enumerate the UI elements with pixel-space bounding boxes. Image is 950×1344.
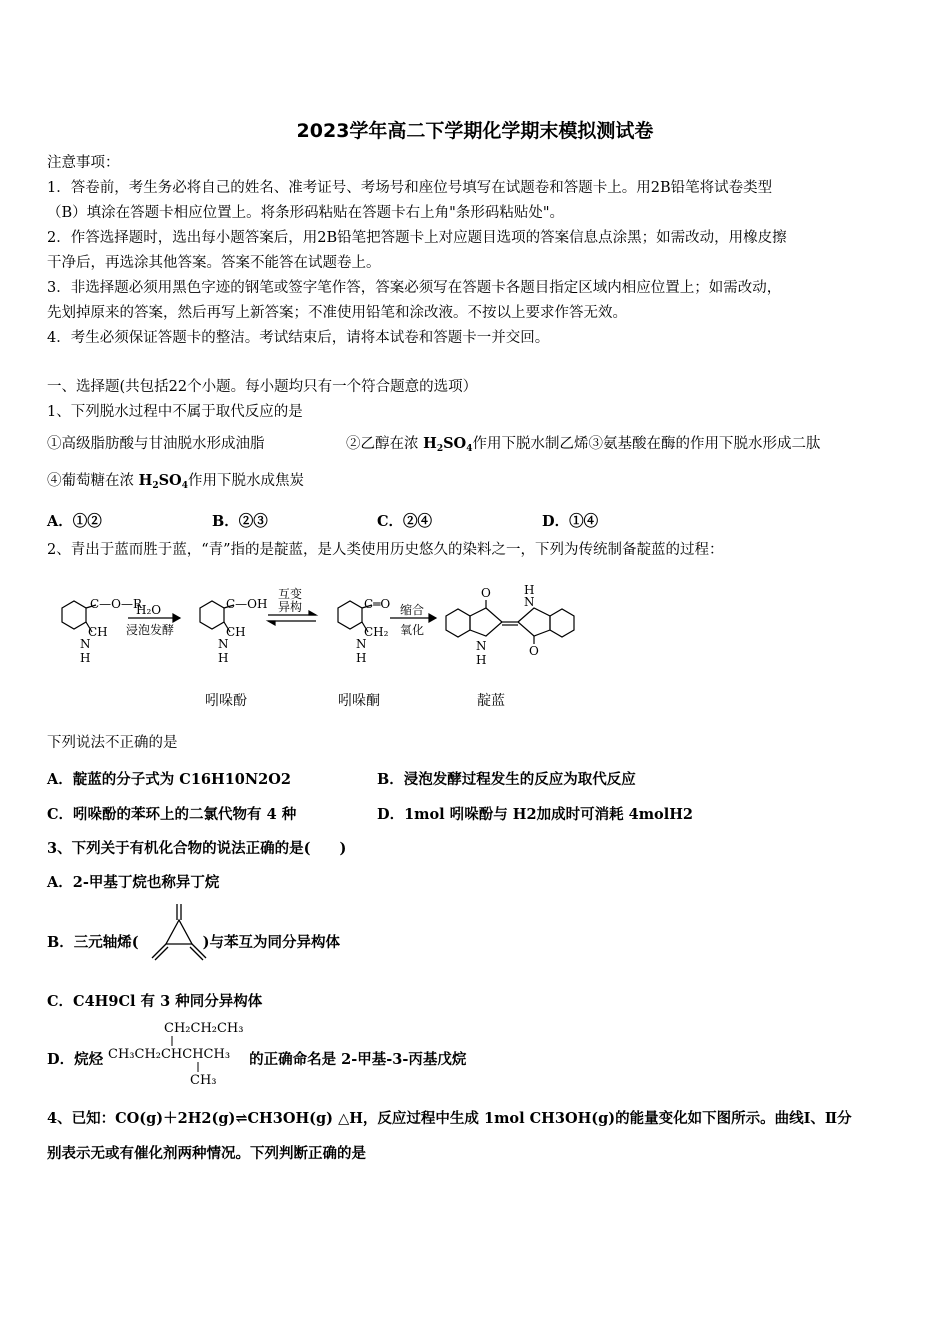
arrow1-top: H₂O <box>136 603 162 617</box>
arrow2-bottom: 异构 <box>278 600 303 614</box>
label-o: O <box>481 586 491 600</box>
benzene-ring <box>62 601 86 629</box>
label-n: N <box>476 639 487 653</box>
notice-line: 3．非选择题必须用黑色字迹的钢笔或签字笔作答，答案必须写在答题卡各题目指定区域内相应位置上；如需改动， <box>47 280 782 296</box>
q2-stem: 2、青出于蓝而胜于蓝，“青”指的是靛蓝，是人类使用历史悠久的染料之一，下列为传统制备靛蓝的过程： <box>47 542 724 558</box>
label-n: N <box>80 637 91 651</box>
label-c-o: C═O <box>364 597 391 611</box>
q3-option-b: B．三元轴烯( )与苯互为同分异构体 <box>47 934 340 951</box>
q4-line1: 4、已知：CO(g)＋2H2(g)⇌CH3OH(g) △H，反应过程中生成 1mol CH3OH(g)的能量变化如下图所示。曲线Ⅰ、Ⅱ分 <box>47 1110 852 1127</box>
arrow3-bottom: 氧化 <box>400 623 425 637</box>
label-ch2: CH₂ <box>364 625 389 639</box>
notice-heading: 注意事项： <box>47 155 120 171</box>
five-ring <box>470 608 502 636</box>
q1-item1: ①高级脂肪酸与甘油脱水形成油脂 <box>47 436 265 452</box>
q2-prompt: 下列说法不正确的是 <box>47 735 178 751</box>
q1-item4: ④葡萄糖在浓 $H_2SO_4$作用下脱水成焦炭 <box>47 472 304 491</box>
q3-option-d: D．烷烃 的正确命名是 2-甲基-3-丙基戊烷 <box>47 1051 467 1068</box>
indigo-synthesis-diagram <box>40 578 600 716</box>
q3-stem: 3、下列关于有机化合物的说法正确的是( ) <box>47 840 347 857</box>
label-h: H <box>476 653 487 667</box>
label-c-o-r: C—O—R <box>90 597 143 611</box>
q1-option-a: A．①② <box>47 513 102 530</box>
label-c-oh: C—OH <box>226 597 268 611</box>
alkane-structure <box>106 1014 254 1088</box>
q1-item2: ②乙醇在浓 $H_2SO_4$作用下脱水制乙烯③氨基酸在酶的作用下脱水形成二肽 <box>346 435 821 454</box>
label-ch: CH <box>226 625 246 639</box>
label-h: H <box>524 583 535 597</box>
arrow2-top: 互变 <box>278 587 303 601</box>
notice-line: 1．答卷前，考生务必将自己的姓名、准考证号、考场号和座位号填写在试题卷和答题卡上。用2B铅笔将试卷类型 <box>47 180 773 196</box>
q1-option-d: D．①④ <box>542 513 599 530</box>
label-ch: CH <box>88 625 108 639</box>
benzene-ring <box>338 601 362 629</box>
label-h: H <box>80 651 91 665</box>
notice-line: 先划掉原来的答案，然后再写上新答案；不准使用铅笔和涂改液。不按以上要求作答无效。 <box>47 305 627 321</box>
struct-mid: CH₃CH₂CHCHCH₃ <box>108 1047 231 1062</box>
label-n: N <box>356 637 367 651</box>
benzene-ring <box>550 609 574 637</box>
arrow1-bottom: 浸泡发酵 <box>126 623 175 637</box>
q2-option-d: D．1mol 吲哚酚与 H2加成时可消耗 4molH2 <box>377 806 694 823</box>
label-n: N <box>524 595 535 609</box>
name-indoxyl: 吲哚酚 <box>205 693 247 709</box>
notice-line: 干净后，再选涂其他答案。答案不能答在试题卷上。 <box>47 255 381 271</box>
name-indolinone: 吲哚酮 <box>338 693 380 709</box>
q1-option-c: C．②④ <box>377 513 433 530</box>
name-indigo: 靛蓝 <box>477 693 505 709</box>
label-h: H <box>356 651 367 665</box>
benzene-ring <box>446 609 470 637</box>
notice-line: （B）填涂在答题卡相应位置上。将条形码粘贴在答题卡右上角"条形码粘贴处"。 <box>47 205 564 221</box>
q4-line2: 别表示无或有催化剂两种情况。下列判断正确的是 <box>47 1145 366 1162</box>
q3-option-a: A．2-甲基丁烷也称异丁烷 <box>47 874 220 891</box>
five-ring <box>518 608 550 636</box>
q2-option-a: A．靛蓝的分子式为 C16H10N2O2 <box>47 771 291 788</box>
struct-top: CH₂CH₂CH₃ <box>164 1021 244 1036</box>
q3-option-c: C．C4H9Cl 有 3 种同分异构体 <box>47 993 263 1010</box>
radialene-structure <box>146 900 212 966</box>
section-heading: 一、选择题(共包括22个小题。每小题均只有一个符合题意的选项） <box>47 379 478 395</box>
notice-line: 2．作答选择题时，选出每小题答案后，用2B铅笔把答题卡上对应题目选项的答案信息点涂黑；如需改动，用橡皮擦 <box>47 230 787 246</box>
label-n: N <box>218 637 229 651</box>
notice-line: 4．考生必须保证答题卡的整洁。考试结束后，请将本试卷和答题卡一并交回。 <box>47 330 550 346</box>
q2-option-c: C．吲哚酚的苯环上的二氯代物有 4 种 <box>47 806 297 823</box>
q1-stem: 1、下列脱水过程中不属于取代反应的是 <box>47 404 303 420</box>
label-o: O <box>529 644 539 658</box>
q2-option-b: B．浸泡发酵过程发生的反应为取代反应 <box>377 771 636 788</box>
page-title: 2023学年高二下学期化学期末模拟测试卷 <box>296 120 654 142</box>
q1-option-b: B．②③ <box>212 513 268 530</box>
struct-bot: CH₃ <box>190 1073 217 1088</box>
arrow3-top: 缩合 <box>400 603 425 617</box>
label-h: H <box>218 651 229 665</box>
benzene-ring <box>200 601 224 629</box>
